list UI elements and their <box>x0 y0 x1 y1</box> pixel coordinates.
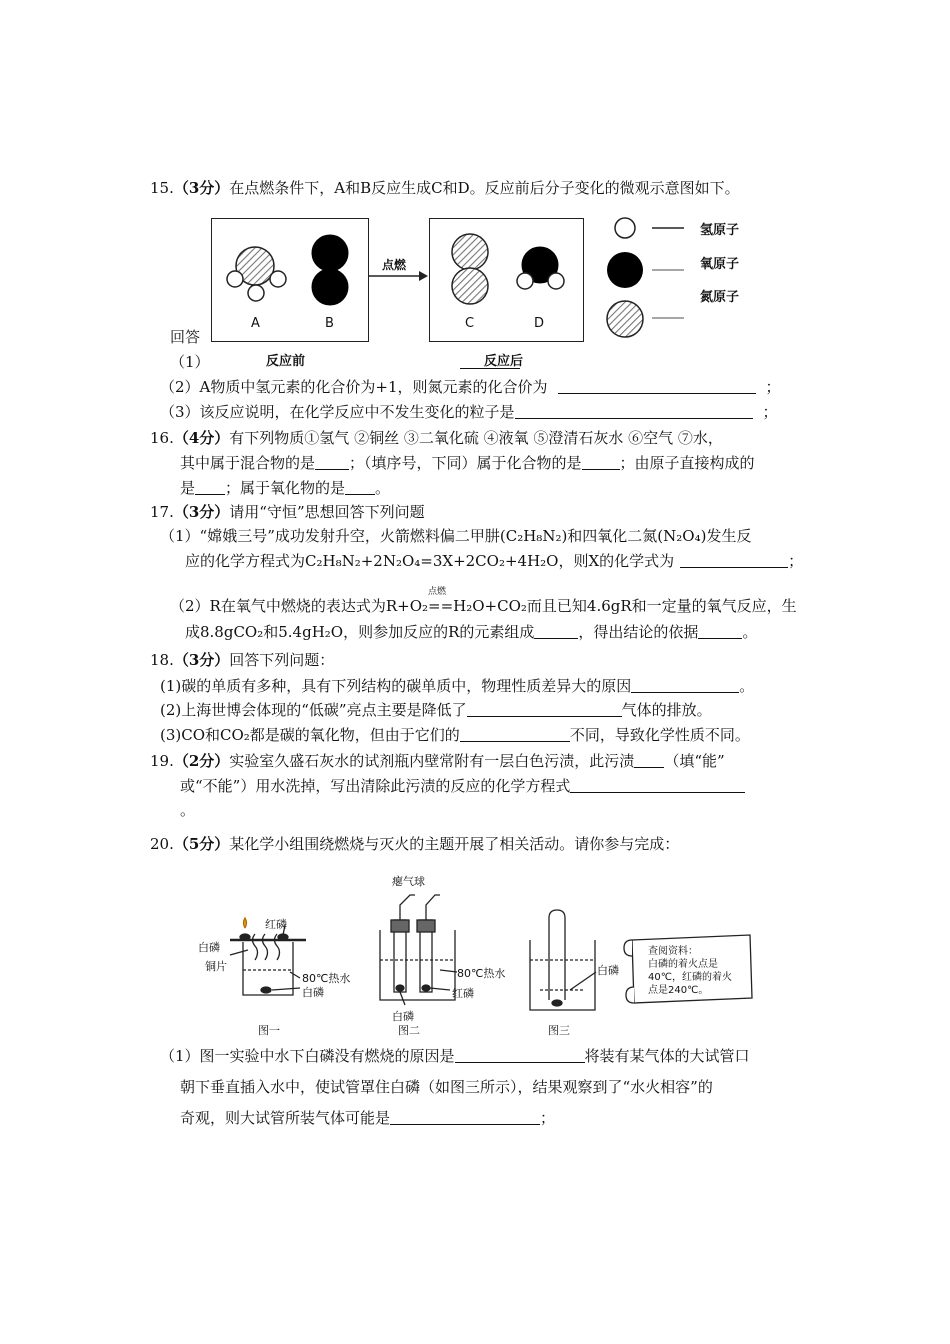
info-line2: 40℃，红磷的着火 <box>648 972 732 983</box>
reaction-condition: 点燃 <box>428 587 447 597</box>
q16-line3: 是 ；属于氧化物的是 。 <box>180 479 391 497</box>
q18-sub1: (1)碳的单质有多种，具有下列结构的碳单质中，物理性质差异大的原因 。 <box>160 677 755 695</box>
q19-line2: 或“不能”）用水洗掉，写出清除此污渍的反应的化学方程式 <box>180 776 745 796</box>
q18-stem: 18.（3分）回答下列问题： <box>150 651 335 669</box>
answer-blank[interactable] <box>390 1109 540 1125</box>
q20-sub1-line3: 奇观，则大试管所装气体可能是 ； <box>180 1109 556 1127</box>
fig2-hot-water: 80℃热水 <box>457 967 506 980</box>
question-number: 15. <box>150 179 174 197</box>
q18-sub3: (3)CO和CO₂都是碳的氧化物，但由于它们的 不同，导致化学性质不同。 <box>160 726 750 744</box>
after-label: 反应后 <box>484 354 524 369</box>
fig3-white-p: 白磷 <box>597 964 619 977</box>
label-B: B <box>325 316 334 331</box>
info-line3: 点是240℃。 <box>648 985 709 996</box>
info-line1: 白磷的着火点是 <box>648 959 718 970</box>
info-title: 查阅资料： <box>648 946 698 957</box>
fig2-white-p: 白磷 <box>392 1010 414 1023</box>
legend-hydrogen: 氢原子 <box>700 223 740 238</box>
q17-stem: 17.（3分）请用“守恒”思想回答下列问题 <box>150 503 425 521</box>
fig1-caption: 图一 <box>258 1024 280 1037</box>
question-text: 在点燃条件下，A和B反应生成C和D。反应前后分子变化的微观示意图如下。 <box>229 179 740 197</box>
label-C: C <box>465 316 475 331</box>
q15-sub1: （1） <box>170 352 520 372</box>
legend-nitrogen: 氮原子 <box>700 290 740 305</box>
label-A: A <box>251 316 260 331</box>
fig1-copper: 铜片 <box>205 960 227 973</box>
arrow-label: 点燃 <box>382 258 407 272</box>
fig1-red-p: 红磷 <box>265 918 287 931</box>
q19-line3: 。 <box>180 801 196 819</box>
q15-answer-prefix: 回答 <box>170 328 201 346</box>
fig1-white-p: 白磷 <box>198 941 220 954</box>
q20-sub1-line1: （1）图一实验中水下白磷没有燃烧的原因是 将装有某气体的大试管口 <box>160 1047 750 1065</box>
figure-3 <box>530 910 596 1010</box>
q17-sub1-line1: （1）“嫦娥三号”成功发射升空，火箭燃料偏二甲肼(C₂H₈N₂)和四氧化二氮(N₂O₄)发生反 <box>160 527 752 545</box>
fig2-balloon: 瘪气球 <box>392 875 425 888</box>
fig2-red-p: 红磷 <box>452 987 474 1000</box>
figure-2 <box>380 895 457 1005</box>
question-score: （3分） <box>173 179 230 197</box>
fig1-hot-water: 80℃热水 <box>302 972 351 985</box>
q16-stem: 16.（4分）有下列物质①氢气 ②铜丝 ③二氧化硫 ④液氧 ⑤澄清石灰水 ⑥空气 ⑦水， <box>150 429 723 447</box>
q15-sub2: （2）A物质中氢元素的化合价为+1，则氮元素的化合价为 ； <box>160 378 781 396</box>
fig2-caption: 图二 <box>398 1024 420 1037</box>
legend-oxygen: 氧原子 <box>700 257 740 272</box>
q17-sub1-line2: 应的化学方程式为C₂H₈N₂+2N₂O₄=3X+2CO₂+4H₂O，则X的化学式为 ； <box>185 552 804 570</box>
q17-sub2-line2: 成8.8gCO₂和5.4gH₂O，则参加反应的R的元素组成 ，得出结论的依据 。 <box>185 623 758 641</box>
q17-sub2-line1: （2）R在氧气中燃烧的表达式为R+O₂==H₂O+CO₂而且已知4.6gR和一定量的氧气反应，生 <box>170 597 797 615</box>
q20-sub1-line2: 朝下垂直插入水中，使试管罩住白磷（如图三所示），结果观察到了“水火相容”的 <box>180 1078 713 1096</box>
q18-sub2: (2)上海世博会体现的“低碳”亮点主要是降低了 气体的排放。 <box>160 701 712 719</box>
q20-stem: 20.（5分）某化学小组围绕燃烧与灭火的主题开展了相关活动。请你参与完成： <box>150 835 680 853</box>
label-D: D <box>534 316 545 331</box>
q16-line2: 其中属于混合物的是 ；（填序号，下同）属于化合物的是 ；由原子直接构成的 <box>180 454 755 472</box>
fig3-caption: 图三 <box>548 1024 570 1037</box>
q19-stem: 19.（2分）实验室久盛石灰水的试剂瓶内壁常附有一层白色污渍，此污渍 （填“能” <box>150 752 725 770</box>
q15-sub3: （3）该反应说明，在化学反应中不发生变化的粒子是 ； <box>160 403 778 421</box>
fig1-white-p-under: 白磷 <box>302 986 324 999</box>
answer-blank[interactable] <box>455 1047 585 1063</box>
before-label: 反应前 <box>266 354 306 369</box>
